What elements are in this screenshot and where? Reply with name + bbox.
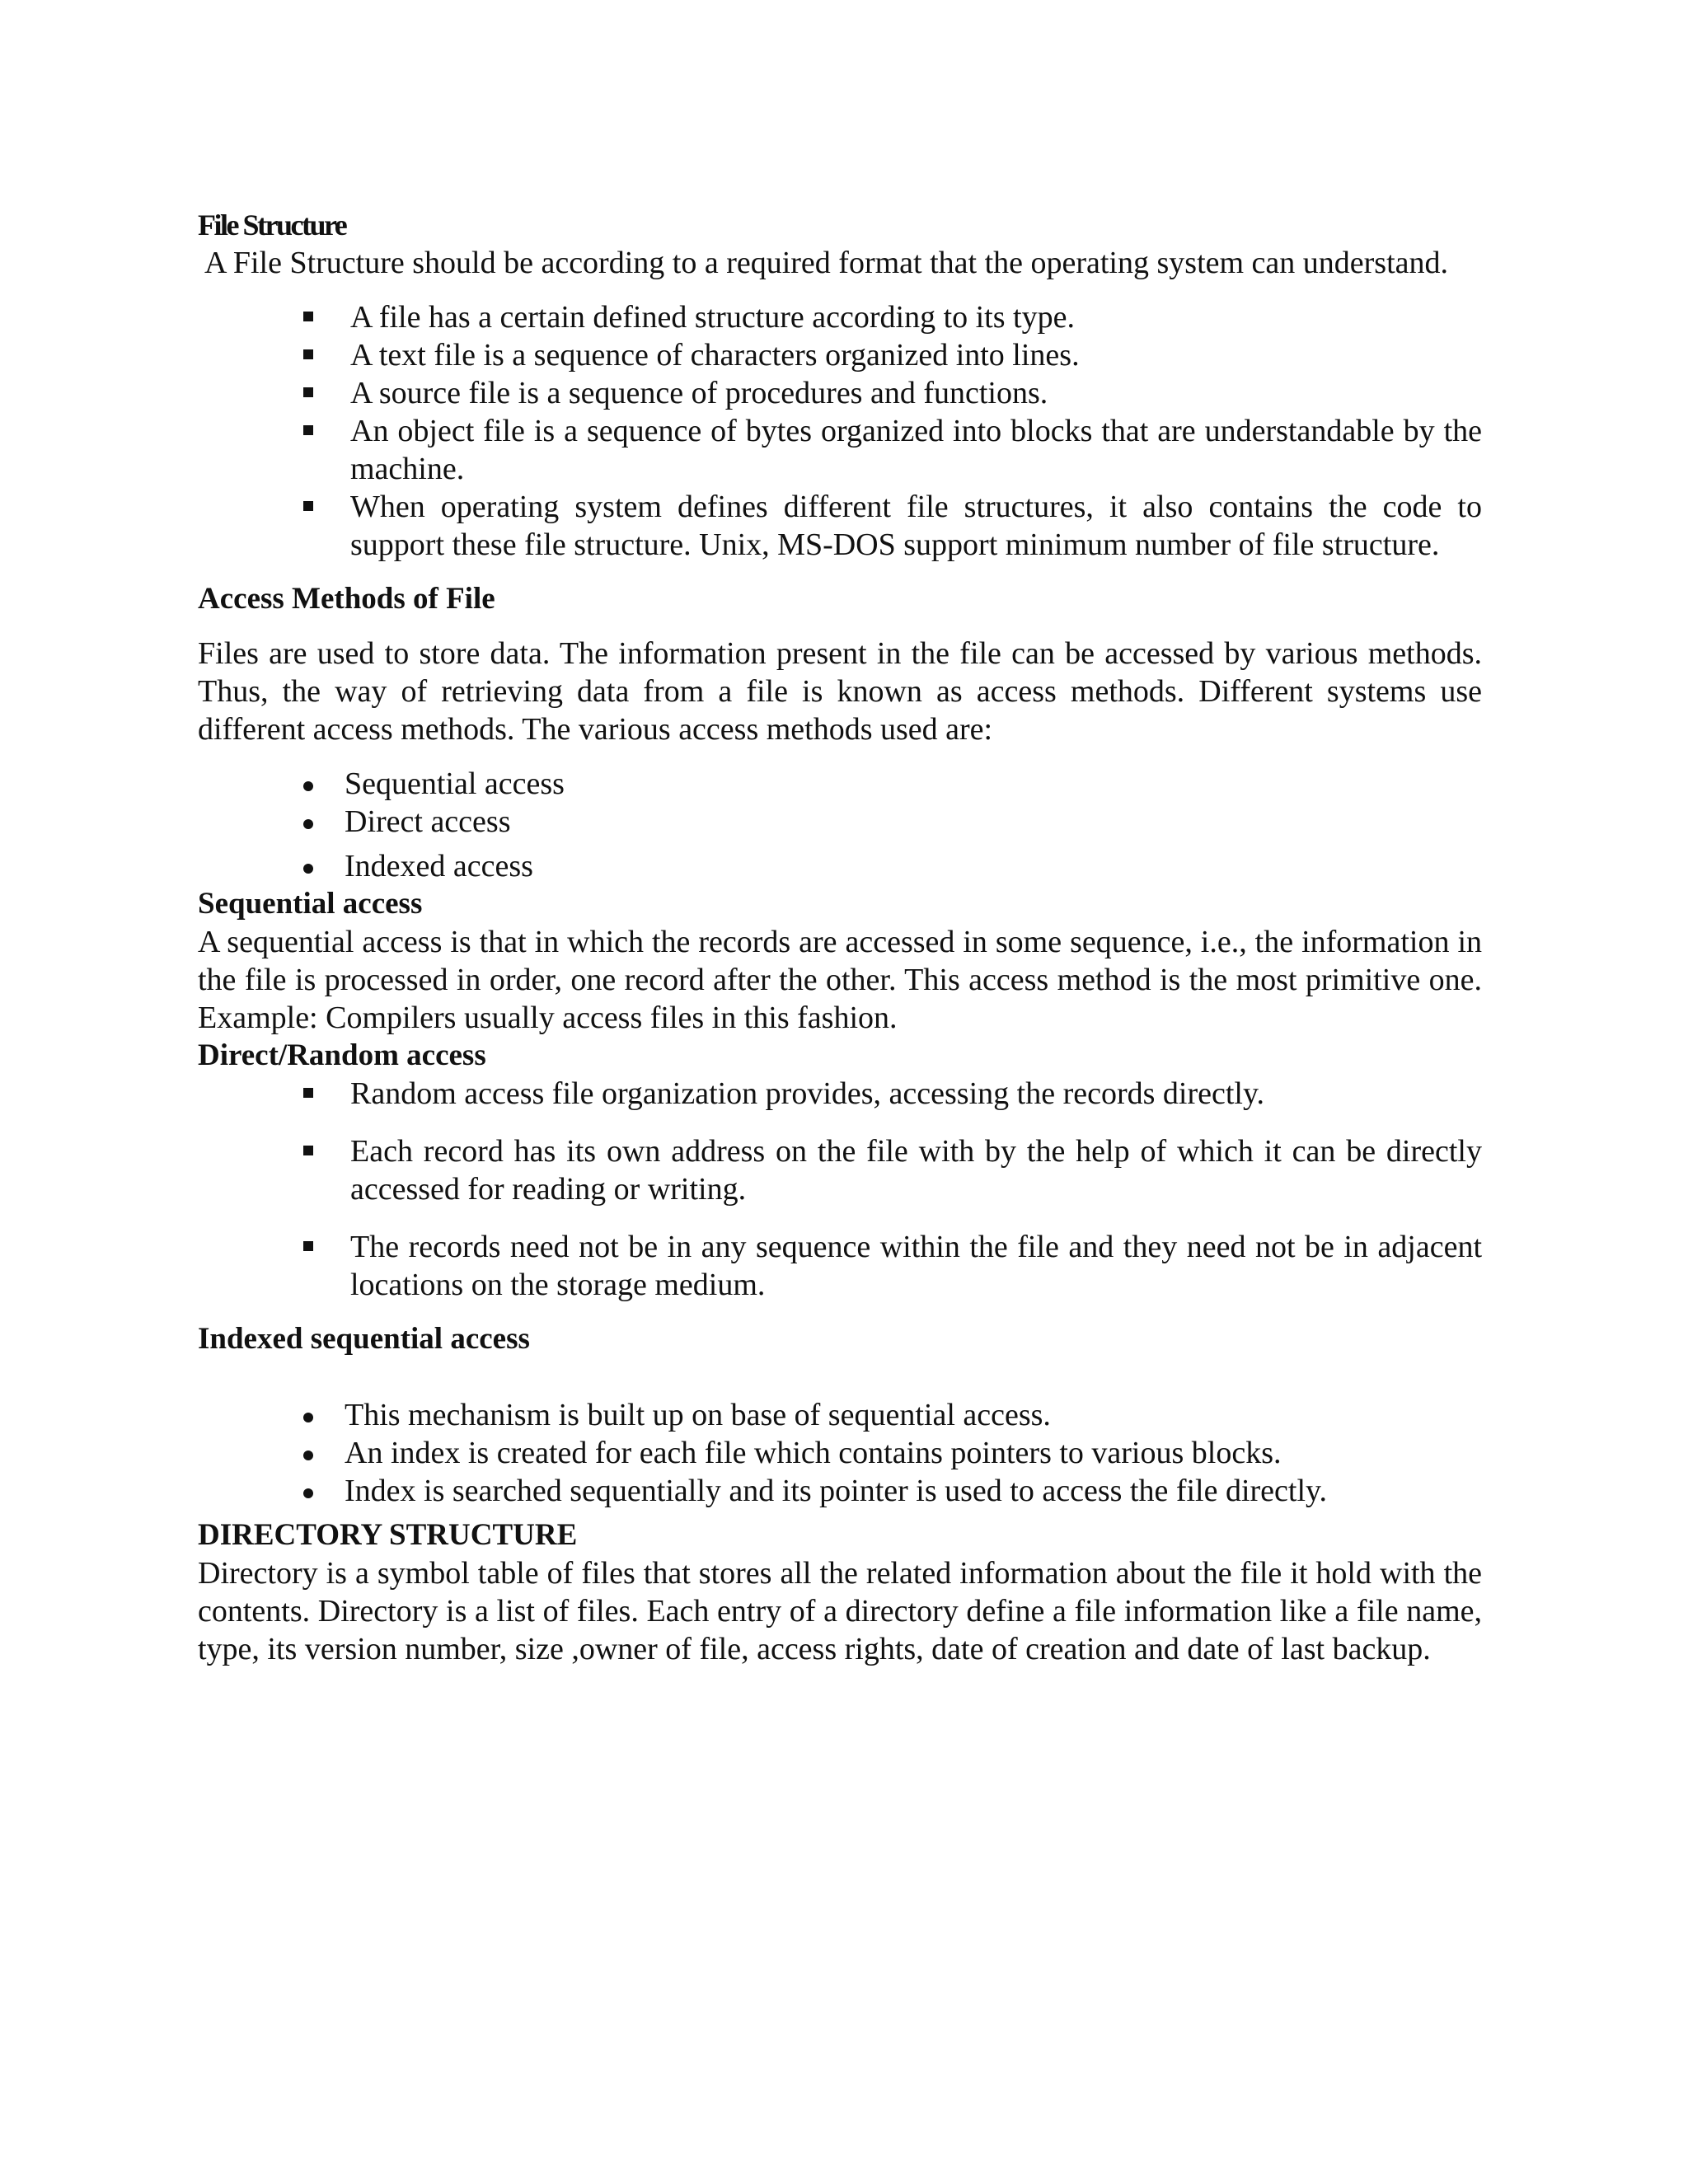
list-item: Each record has its own address on the file with by the help of which it can be directly accessed for reading or writing. (198, 1132, 1482, 1208)
list-item: Index is searched sequentially and its pointer is used to access the file directly. (198, 1472, 1482, 1510)
square-bullet-icon (303, 387, 313, 397)
file-structure-intro: A File Structure should be according to a required format that the operating system can understand. (204, 246, 1449, 280)
square-bullet-icon (303, 501, 313, 511)
list-item: The records need not be in any sequence within the file and they need not be in adjacent locations on the storage medium. (198, 1228, 1482, 1304)
list-item: A file has a certain defined structure according to its type. (198, 298, 1482, 336)
disc-bullet-icon (303, 1488, 313, 1498)
square-bullet-icon (303, 1088, 313, 1098)
file-structure-list (198, 298, 1482, 564)
access-methods-list (198, 765, 1482, 885)
directory-heading: DIRECTORY STRUCTURE (198, 1518, 578, 1552)
indexed-heading: Indexed sequential access (198, 1322, 530, 1356)
list-item: Indexed access (198, 847, 1482, 885)
square-bullet-icon (303, 1241, 313, 1251)
access-methods-intro: Files are used to store data. The information present in the file can be accessed by various methods. Thus, the way of retrieving data from a file is known as access methods. Different systems use different access methods. The various access methods used are: (198, 636, 1482, 747)
list-item: An object file is a sequence of bytes organized into blocks that are understandable by the machine. (198, 412, 1482, 488)
list-item: An index is created for each file which contains pointers to various blocks. (198, 1434, 1482, 1472)
list-item: Sequential access (198, 765, 1482, 803)
square-bullet-icon (303, 312, 313, 321)
list-item: This mechanism is built up on base of sequential access. (198, 1396, 1482, 1434)
access-methods-heading: Access Methods of File (198, 582, 495, 616)
list-item: Random access file organization provides, accessing the records directly. (198, 1075, 1482, 1113)
directory-text: Directory is a symbol table of files that stores all the related information about the file it hold with the contents. Directory is a list of files. Each entry of a directory define a file information like a file name, type, its version number, size ,owner of file, access rights, date of creation and date of last backup. (198, 1556, 1482, 1666)
indexed-list (198, 1396, 1482, 1510)
disc-bullet-icon (303, 864, 313, 874)
disc-bullet-icon (303, 781, 313, 791)
list-item: When operating system defines different file structures, it also contains the code to support these file structure. Unix, MS-DOS support minimum number of file structure. (198, 488, 1482, 564)
square-bullet-icon (303, 425, 313, 435)
square-bullet-icon (303, 1146, 313, 1155)
list-item: A text file is a sequence of characters organized into lines. (198, 336, 1482, 374)
direct-heading: Direct/Random access (198, 1038, 486, 1072)
disc-bullet-icon (303, 819, 313, 829)
disc-bullet-icon (303, 1451, 313, 1460)
file-structure-heading: File Structure (198, 209, 346, 241)
sequential-heading: Sequential access (198, 887, 423, 921)
sequential-text: A sequential access is that in which the records are accessed in some sequence, i.e., the information in the file is processed in order, one record after the other. This access method is the most primitive one. Example: Compilers usually access files in this fashion. (198, 925, 1482, 1035)
disc-bullet-icon (303, 1413, 313, 1422)
list-item: A source file is a sequence of procedures and functions. (198, 374, 1482, 412)
square-bullet-icon (303, 349, 313, 359)
list-item: Direct access (198, 803, 1482, 841)
direct-list (198, 1075, 1482, 1304)
